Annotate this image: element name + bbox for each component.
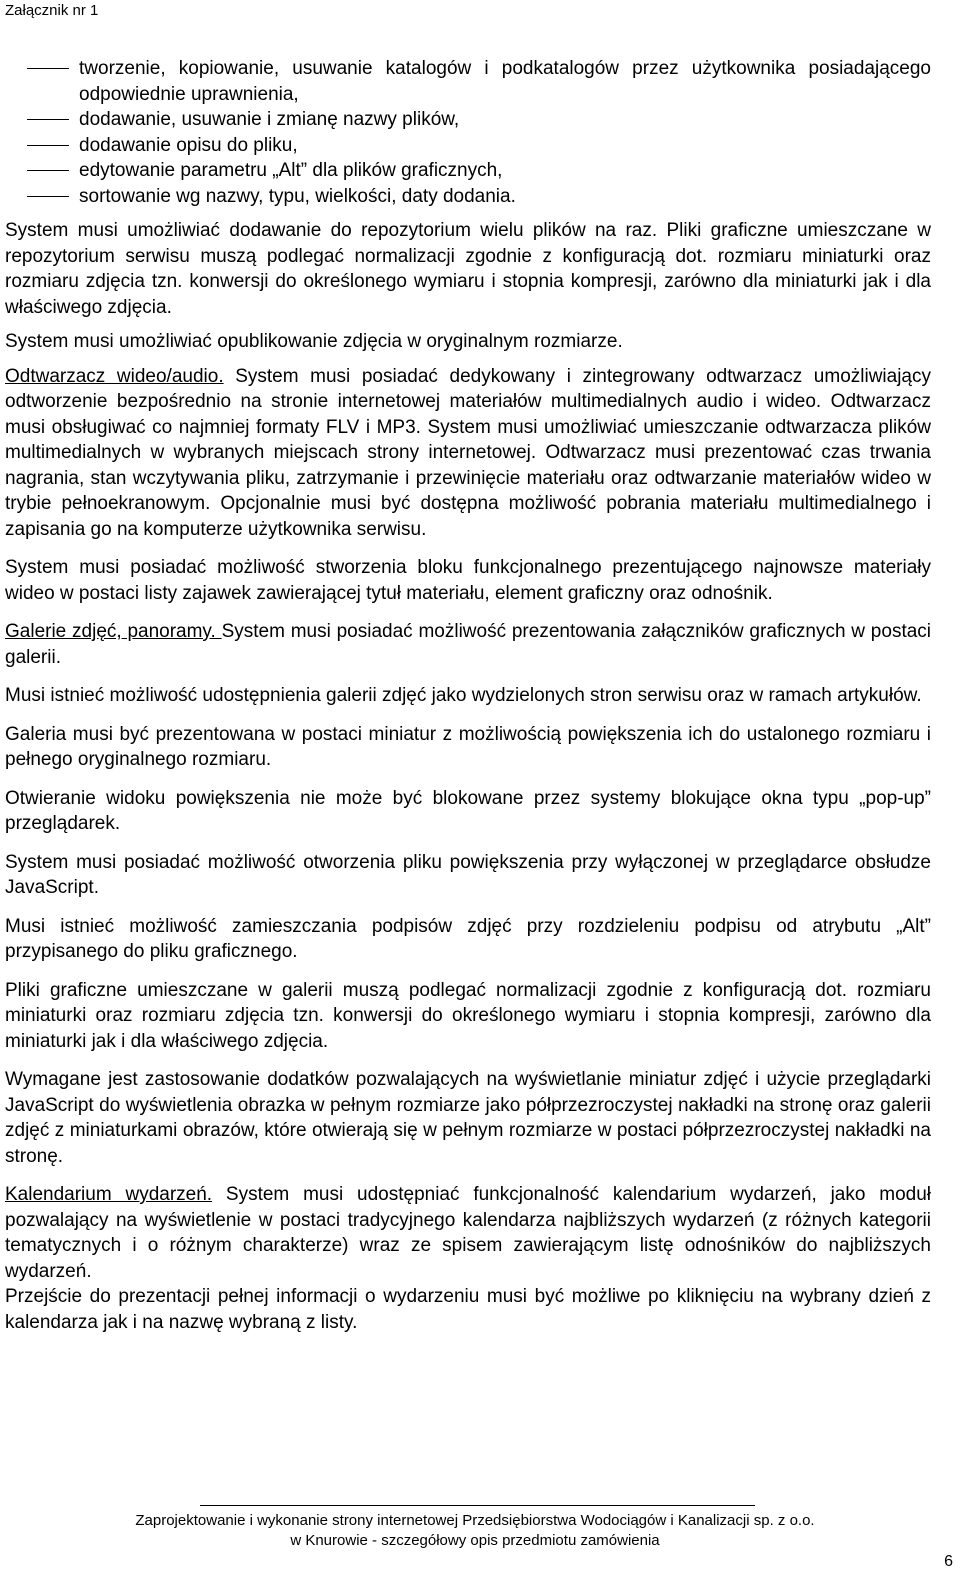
list-item-text: dodawanie, usuwanie i zmianę nazwy plików, bbox=[79, 109, 460, 130]
footer-line-2: w Knurowie - szczegółowy opis przedmiotu zamówienia bbox=[290, 1532, 660, 1549]
paragraph-upload: System musi umożliwiać dodawanie do repozytorium wielu plików na raz. Pliki graficzne umieszczane w repozytorium serwisu muszą podlegać normalizacji zgodnie z konfiguracją dot. rozmiaru miniaturki oraz rozmiaru zdjęcia tzn. konwersji do określonego wymiaru i stopnia kompresji, zarówno dla miniaturki jak i dla właściwego zdjęcia. bbox=[5, 220, 931, 318]
section-heading-calendar: Kalendarium wydarzeń. bbox=[5, 1184, 213, 1205]
paragraph-popup: Otwieranie widoku powiększenia nie może być blokowane przez systemy blokujące okna typu „pop-up” przeglądarek. bbox=[5, 787, 931, 834]
footer bbox=[30, 1511, 920, 1551]
paragraph-captions: Musi istnieć możliwość zamieszczania podpisów zdjęć przy rozdzieleniu podpisu od atrybutu „Alt” przypisanego do pliku graficznego. bbox=[5, 915, 931, 962]
paragraph-normalization: Pliki graficzne umieszczane w galerii muszą podlegać normalizacji zgodnie z konfiguracją dot. rozmiaru miniaturki oraz rozmiaru zdjęcia tzn. konwersji do określonego wymiaru i stopnia kompresji, zarówno dla miniaturki jak i dla właściwego zdjęcia. bbox=[5, 979, 931, 1052]
paragraph-galleries bbox=[5, 619, 931, 670]
list-item-text: sortowanie wg nazwy, typu, wielkości, daty dodania. bbox=[79, 185, 516, 207]
dash-bullet bbox=[27, 145, 69, 146]
list-item-text: tworzenie, kopiowanie, usuwanie katalogów i podkatalogów przez użytkownika posiadającego odpowiednie uprawnienia, bbox=[79, 58, 931, 105]
paragraph-lightbox: Wymagane jest zastosowanie dodatków pozwalających na wyświetlanie miniatur zdjęć i użycie przeglądarki JavaScript do wyświetlenia obrazka w pełnym rozmiarze jako półprzezroczystej nakładki na stronę oraz galerii zdjęć z miniaturkami obrazów, które otwierają się w pełnym rozmiarze w postaci półprzezroczystej nakładki na stronę. bbox=[5, 1069, 931, 1167]
dash-bullet bbox=[27, 119, 69, 120]
paragraph-thumbnails: Galeria musi być prezentowana w postaci miniatur z możliwością powiększenia ich do ustalonego rozmiaru i pełnego oryginalnego rozmiaru. bbox=[5, 723, 931, 770]
paragraph-galleries-text: System musi posiadać możliwość prezentowania załączników graficznych w postaci galerii. bbox=[5, 621, 932, 668]
paragraph-calendar-text: System musi udostępniać funkcjonalność kalendarium wydarzeń, jako moduł pozwalający na wyświetlenie w postaci tradycyjnego kalendarza najbliższych wydarzeń (z różnych kategorii tematycznych i o różnym charakterze) wraz ze spisem zawierającym listę odnośników do najbliższych wydarzeń. bbox=[5, 1184, 932, 1282]
paragraph-event-details: Przejście do prezentacji pełnej informacji o wydarzeniu musi być możliwe po kliknięciu na wybrany dzień z kalendarza jak i na nazwę wybraną z listy. bbox=[5, 1286, 931, 1333]
footer-divider bbox=[200, 1505, 755, 1506]
paragraph-calendar bbox=[5, 1182, 931, 1284]
list-item bbox=[5, 158, 931, 184]
list-item bbox=[5, 56, 931, 107]
paragraph-player bbox=[5, 364, 931, 543]
document-body bbox=[5, 56, 931, 1335]
list-item-text: edytowanie parametru „Alt” dla plików graficznych, bbox=[79, 160, 503, 181]
paragraph-player-text: System musi posiadać dedykowany i zintegrowany odtwarzacz umożliwiający odtworzenie bezpośrednio na stronie internetowej materiałów multimedialnych audio i wideo. Odtwarzacz musi obsługiwać co najmniej formaty FLV i MP3. System musi umożliwiać umieszczanie odtwarzacza plików multimedialnych w wybranych miejscach strony internetowej. Odtwarzacz musi prezentować czas trwania nagrania, stan wczytywania pliku, zatrzymanie i przewinięcie materiału oraz odtwarzanie materiałów wideo w trybie pełnoekranowym. Opcjonalnie musi być dostępna możliwość pobrania materiału multimedialnego i zapisania go na komputerze użytkownika serwisu. bbox=[5, 365, 932, 540]
paragraph-gallery-pages: Musi istnieć możliwość udostępnienia galerii zdjęć jako wydzielonych stron serwisu oraz w ramach artykułów. bbox=[5, 685, 922, 706]
list-item bbox=[5, 184, 931, 210]
footer-line-1: Zaprojektowanie i wykonanie strony internetowej Przedsiębiorstwa Wodociągów i Kanalizacji sp. z o.o. bbox=[135, 1512, 815, 1529]
dash-bullet bbox=[27, 170, 69, 171]
paragraph-video-block: System musi posiadać możliwość stworzenia bloku funkcjonalnego prezentującego najnowsze materiały wideo w postaci listy zajawek zawierającej tytuł materiału, element graficzny oraz odnośnik. bbox=[5, 557, 931, 604]
list-item-text: dodawanie opisu do pliku, bbox=[79, 134, 298, 156]
dash-bullet bbox=[27, 68, 69, 69]
paragraph-no-javascript: System musi posiadać możliwość otworzenia pliku powiększenia przy wyłączonej w przeglądarce obsłudze JavaScript. bbox=[5, 851, 931, 898]
list-item bbox=[5, 107, 931, 133]
page-number: 6 bbox=[944, 1553, 953, 1570]
attachment-label: Załącznik nr 1 bbox=[5, 2, 99, 19]
paragraph-original-size: System musi umożliwiać opublikowanie zdjęcia w oryginalnym rozmiarze. bbox=[5, 331, 623, 352]
section-heading-galleries: Galerie zdjęć, panoramy. bbox=[5, 621, 222, 642]
dash-bullet bbox=[27, 196, 69, 197]
list-item bbox=[5, 133, 931, 159]
section-heading-player: Odtwarzacz wideo/audio. bbox=[5, 365, 224, 387]
